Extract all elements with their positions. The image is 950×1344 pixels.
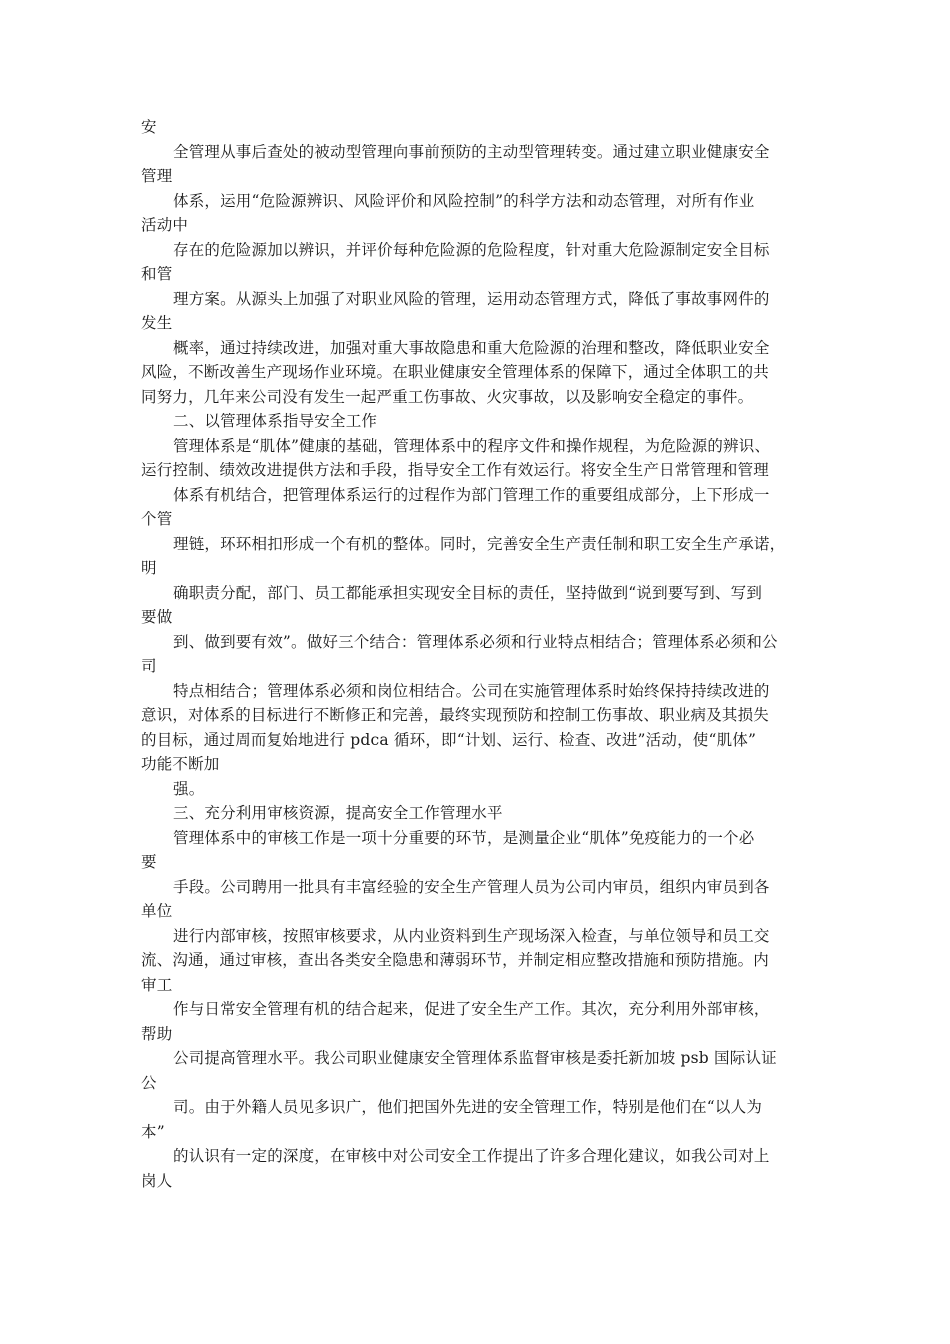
text-line: 流、沟通，通过审核，查出各类安全隐患和薄弱环节，并制定相应整改措施和预防措施。内 xyxy=(141,951,770,969)
text-line: 活动中 xyxy=(141,216,189,234)
text-line: 管理体系是“肌体”健康的基础，管理体系中的程序文件和操作规程，为危险源的辨识、 xyxy=(173,436,771,455)
text-line: 确职责分配，部门、员工都能承担实现安全目标的责任，坚持做到“说到要写到、写到 xyxy=(173,583,763,602)
text-line: 三、充分利用审核资源，提高安全工作管理水平 xyxy=(173,804,503,822)
text-line: 公 xyxy=(141,1073,157,1092)
text-line: 岗人 xyxy=(141,1171,173,1190)
text-line: 进行内部审核，按照审核要求，从内业资料到生产现场深入检查，与单位领导和员工交 xyxy=(173,926,770,945)
text-line: 作与日常安全管理有机的结合起来，促进了安全生产工作。其次，充分利用外部审核， xyxy=(173,1000,770,1018)
text-line: 本” xyxy=(141,1122,165,1141)
text-line: 概率，通过持续改进，加强对重大事故隐患和重大危险源的治理和整改，降低职业安全 xyxy=(173,338,770,357)
text-line: 的认识有一定的深度，在审核中对公司安全工作提出了许多合理化建议，如我公司对上 xyxy=(173,1147,770,1165)
text-line: 司。由于外籍人员见多识广，他们把国外先进的安全管理工作，特别是他们在“以人为 xyxy=(173,1098,763,1116)
text-line: 特点相结合；管理体系必须和岗位相结合。公司在实施管理体系时始终保持持续改进的 xyxy=(173,681,770,700)
text-line: 风险，不断改善生产现场作业环境。在职业健康安全管理体系的保障下，通过全体职工的共 xyxy=(141,363,770,381)
text-line: 的目标，通过周而复始地进行 pdca 循环，即“计划、运行、检查、改进”活动，使“肌体” xyxy=(141,730,757,749)
text-line: 司 xyxy=(141,657,157,675)
text-line: 功能不断加 xyxy=(141,755,220,773)
text-line: 发生 xyxy=(141,314,173,332)
text-line: 公司提高管理水平。我公司职业健康安全管理体系监督审核是委托新加坡 psb 国际认证 xyxy=(173,1049,777,1067)
text-line: 体系有机结合，把管理体系运行的过程作为部门管理工作的重要组成部分，上下形成一 xyxy=(173,485,770,504)
text-line: 安 xyxy=(141,118,157,136)
text-line: 管理 xyxy=(141,167,173,185)
text-line: 明 xyxy=(141,559,157,577)
text-line: 手段。公司聘用一批具有丰富经验的安全生产管理人员为公司内审员，组织内审员到各 xyxy=(173,877,770,896)
text-line: 到、做到要有效”。做好三个结合：管理体系必须和行业特点相结合；管理体系必须和公 xyxy=(173,632,778,651)
text-line: 意识，对体系的目标进行不断修正和完善，最终实现预防和控制工伤事故、职业病及其损失 xyxy=(141,706,770,724)
text-line: 要做 xyxy=(141,608,173,626)
text-line: 管理体系中的审核工作是一项十分重要的环节，是测量企业“肌体”免疫能力的一个必 xyxy=(173,828,755,847)
text-line: 同努力，几年来公司没有发生一起严重工伤事故、火灾事故，以及影响安全稳定的事件。 xyxy=(141,387,754,406)
text-line: 审工 xyxy=(141,975,173,994)
text-line: 强。 xyxy=(173,779,205,798)
text-line: 全管理从事后查处的被动型管理向事前预防的主动型管理转变。通过建立职业健康安全 xyxy=(173,142,770,161)
text-line: 和管 xyxy=(141,265,173,283)
text-line: 要 xyxy=(141,853,157,871)
text-line: 理方案。从源头上加强了对职业风险的管理，运用动态管理方式，降低了事故事网件的 xyxy=(173,289,770,308)
text-line: 存在的危险源加以辨识，并评价每种危险源的危险程度，针对重大危险源制定安全目标 xyxy=(173,240,770,259)
text-line: 单位 xyxy=(141,902,173,920)
document-body xyxy=(141,115,816,1193)
text-line: 二、以管理体系指导安全工作 xyxy=(173,412,378,430)
text-line: 帮助 xyxy=(141,1024,173,1043)
text-line: 运行控制、绩效改进提供方法和手段，指导安全工作有效运行。将安全生产日常管理和管理 xyxy=(141,461,770,479)
text-line: 体系，运用“危险源辨识、风险评价和风险控制”的科学方法和动态管理，对所有作业 xyxy=(173,191,755,210)
text-line: 理链，环环相扣形成一个有机的整体。同时，完善安全生产责任制和职工安全生产承诺， xyxy=(173,534,786,553)
text-line: 个管 xyxy=(141,510,173,528)
